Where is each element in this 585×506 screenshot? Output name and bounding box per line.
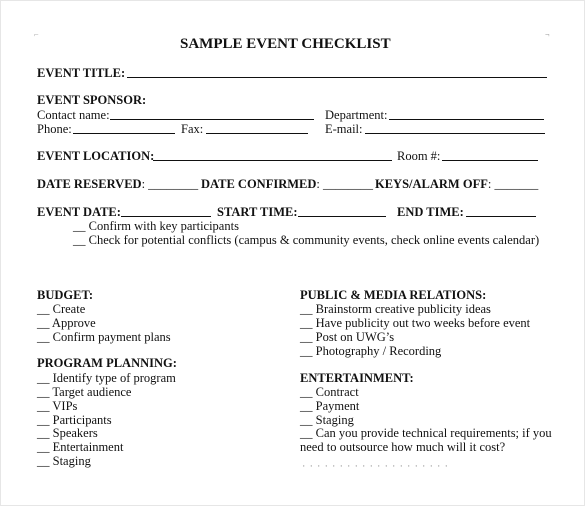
corner-mark-right: ¬ xyxy=(545,30,550,39)
email-label: E-mail: xyxy=(325,122,363,136)
checklist-item[interactable]: __ Staging xyxy=(37,454,91,468)
fax-label: Fax: xyxy=(181,122,204,136)
keys-alarm-label: KEYS/ALARM OFF xyxy=(375,177,488,191)
fax-field[interactable] xyxy=(206,133,308,134)
checklist-item[interactable]: __ Post on UWG’s xyxy=(300,330,395,344)
room-field[interactable] xyxy=(442,160,538,161)
checklist-item-continuation: need to outsource how much will it cost? xyxy=(300,440,506,454)
program-planning-heading: PROGRAM PLANNING: xyxy=(37,356,177,370)
checklist-item[interactable]: __ Identify type of program xyxy=(37,371,176,385)
page-title: SAMPLE EVENT CHECKLIST xyxy=(180,36,391,52)
contact-name-label: Contact name: xyxy=(37,108,110,122)
end-time-field[interactable] xyxy=(466,216,536,217)
event-location-field[interactable] xyxy=(153,160,392,161)
keys-alarm-field[interactable]: : _______ xyxy=(487,177,539,191)
event-title-field[interactable] xyxy=(127,77,547,78)
room-label: Room #: xyxy=(397,149,441,163)
phone-label: Phone: xyxy=(37,122,72,136)
checklist-item[interactable]: __ Confirm payment plans xyxy=(37,330,171,344)
department-label: Department: xyxy=(325,108,388,122)
budget-heading: BUDGET: xyxy=(37,288,94,302)
checklist-item[interactable]: __ Payment xyxy=(300,399,360,413)
checklist-item[interactable]: __ VIPs xyxy=(37,399,78,413)
phone-field[interactable] xyxy=(73,133,175,134)
event-sponsor-label: EVENT SPONSOR: xyxy=(37,93,147,107)
date-confirmed-row[interactable] xyxy=(201,177,373,191)
event-date-field[interactable] xyxy=(121,216,211,217)
date-confirmed-field[interactable]: : ________ xyxy=(316,177,374,191)
event-date-label: EVENT DATE: xyxy=(37,205,121,219)
start-time-field[interactable] xyxy=(298,216,386,217)
faded-continuation-marks: · · · · · · · · · · · · · · · · · · · · xyxy=(300,461,448,471)
entertainment-heading: ENTERTAINMENT: xyxy=(300,371,414,385)
contact-name-field[interactable] xyxy=(110,119,314,120)
date-reserved-field[interactable]: : ________ xyxy=(141,177,199,191)
checklist-item[interactable]: __ Create xyxy=(37,302,86,316)
checklist-item[interactable]: __ Staging xyxy=(300,413,354,427)
checklist-item[interactable]: __ Contract xyxy=(300,385,359,399)
checklist-item[interactable]: __ Photography / Recording xyxy=(300,344,442,358)
event-title-label: EVENT TITLE: xyxy=(37,66,126,80)
checklist-item[interactable]: __ Have publicity out two weeks before event xyxy=(300,316,531,330)
keys-alarm-row[interactable] xyxy=(375,177,538,191)
public-media-heading: PUBLIC & MEDIA RELATIONS: xyxy=(300,288,487,302)
checklist-item[interactable]: __ Confirm with key participants xyxy=(73,219,239,233)
checklist-item[interactable]: __ Brainstorm creative publicity ideas xyxy=(300,302,491,316)
checklist-item[interactable]: __ Entertainment xyxy=(37,440,124,454)
checklist-item[interactable]: __ Can you provide technical requirements; if you xyxy=(300,426,552,440)
department-field[interactable] xyxy=(389,119,544,120)
start-time-label: START TIME: xyxy=(217,205,298,219)
corner-mark-left: ⌐ xyxy=(34,30,39,39)
end-time-label: END TIME: xyxy=(397,205,464,219)
checklist-item[interactable]: __ Check for potential conflicts (campus & community events, check online events calendar) xyxy=(73,233,540,247)
event-location-label: EVENT LOCATION: xyxy=(37,149,155,163)
checklist-item[interactable]: __ Participants xyxy=(37,413,112,427)
checklist-item[interactable]: __ Target audience xyxy=(37,385,132,399)
date-reserved-label: DATE RESERVED xyxy=(37,177,142,191)
checklist-item[interactable]: __ Approve xyxy=(37,316,96,330)
email-field[interactable] xyxy=(365,133,545,134)
checklist-item[interactable]: __ Speakers xyxy=(37,426,98,440)
date-confirmed-label: DATE CONFIRMED xyxy=(201,177,317,191)
date-reserved-row[interactable] xyxy=(37,177,198,191)
